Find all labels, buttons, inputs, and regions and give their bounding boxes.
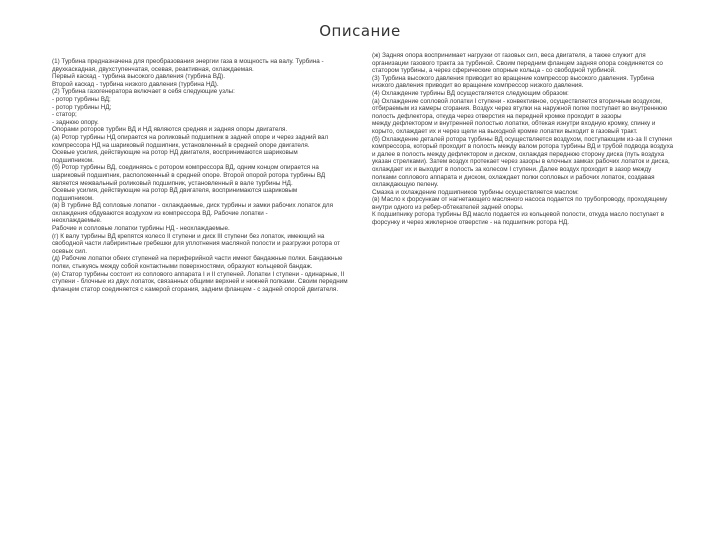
paragraph: между дефлектором и внутренней полостью лопатки, обтекая изнутри входную кромку, спинку и корыто, охлаждает их и через щели на выходной кромке лопатки выходит в газовый тракт. [372,120,656,135]
paragraph: Второй каскад - турбина низкого давления (турбина НД). [52,80,219,88]
paragraph: (б) Ротор турбины ВД, соединяясь с ротором компрессора ВД, одним концом опирается на шариковый подшипник, расположенный в средней опоре. Второй опорой ротора турбины ВД является межвальный роликовый подшипник, установленный в вале турбины НД. [52,164,326,187]
paragraph: (в) Масло к форсункам от нагнетающего масляного насоса подается по трубопроводу, проходящему внутри одного из ребер-обтекателей задней опоры. [372,196,668,211]
paragraph: (г) К валу турбины ВД крепятся колесо II ступени и диск III ступени без лопаток, имеющий на свободной части лабиринтные гребешки для уплотнения масляной полости и разгрузки ротора от осевых сил. [52,232,341,255]
paragraph: Осевые усилия, действующие на ротор НД двигателя, воспринимаются шариковым [52,149,298,157]
list-item: - статор; [52,111,77,119]
left-text-column [52,58,352,293]
right-text-column [372,52,677,227]
paragraph: (а) Охлаждение сопловой лопатки I ступени - конвективное, осуществляется вторичным воздухом, отбираемым из камеры сгорания. Воздух через втулки на наружной полке поступает во внутреннюю полость дефлектора, откуда через отверстия на передней кромке проходит в зазоры [372,97,668,120]
paragraph: подшипником. [52,194,94,202]
list-item: - заднюю опору. [52,118,99,126]
paragraph: (3) Турбина высокого давления приводит во вращение компрессор высокого давления. Турбина низкого давления приводит во вращение компрессор низкого давления. [372,74,655,90]
paragraph: Смазка и охлаждение подшипников турбины осуществляется маслом: [372,188,579,196]
paragraph: (а) Ротор турбины НД опирается на роликовый подшипник в задней опоре и через задний вал компрессора НД на шариковый подшипник, установленный в средней опоре двигателя. [52,133,329,149]
paragraph: Рабочие и сопловые лопатки турбины НД - неохлаждаемые. [52,225,230,233]
paragraph: (б) Охлаждение деталей ротора турбины ВД осуществляется воздухом, поступающим из-за II ступени компрессора, который проходит в полость между валом ротора турбины ВД и трубой подвода воздуха и далее в полость между дефлектором и диском, охлаждая переднюю сторону диска (путь воздуха указан стрелками). Затем воздух протекает через зазоры в елочных замках рабочих лопаток и диска, охлаждает их и выходит в полость за колесом I ступени. Далее воздух проходит в зазор между полками соплового аппарата и диском, охлаждает полки сопловых и рабочих лопаток, создавая охлаждающую пелену. [372,135,674,189]
paragraph: (1) Турбина предназначена для преобразования энергии газа в мощность на валу. Турбина - двухкаскадная, двухступенчатая, осевая, реактивная, охлаждаемая. [52,58,324,73]
paragraph: (е) Статор турбины состоит из соплового аппарата I и II ступеней. Лопатки I ступени - одинарные, II ступени - блочные из двух лопаток, связанных общими верхней и нижней полками. Своим передним фланцем статор соединяется с камерой сгорания, задним фланцем - с задней опорой двигателя. [52,270,348,293]
paragraph: К подшипнику ротора турбины ВД масло подается из кольцевой полости, откуда масло поступает в форсунку и через жиклерное отверстие - на подшипник ротора НД. [372,211,665,227]
paragraph: (2) Турбина газогенератора включает в себя следующие узлы: [52,88,235,96]
paragraph: (д) Рабочие лопатки обеих ступеней на периферийной части имеют бандажные полки. Бандажные полки, стыкуясь между собой контактными поверхностями, образуют кольцевой бандаж. [52,255,343,271]
paragraph: неохлаждаемые. [52,217,102,225]
page-title: Описание [319,22,401,40]
paragraph: Осевые усилия, действующие на ротор ВД двигателя, воспринимаются шариковым [52,187,298,195]
paragraph: Первый каскад - турбина высокого давления (турбина ВД). [52,73,225,81]
paragraph: (ж) Задняя опора воспринимает нагрузки от газовых сил, веса двигателя, а также служит для организации газового тракта за турбиной. Своим передним фланцем задняя опора соединяется со статором турбины, а через сферические опорные кольца - со свободной турбиной. [372,52,663,75]
paragraph: подшипником. [52,156,94,164]
paragraph: Опорами роторов турбин ВД и НД являются средняя и задняя опоры двигателя. [52,126,288,134]
paragraph: (в) В турбине ВД сопловые лопатки - охлаждаемые, диск турбины и замки рабочих лопаток для охлаждения обдуваются воздухом из компрессора ВД. Рабочие лопатки - [52,202,334,217]
list-item: - ротор турбины НД; [52,103,112,111]
list-item: - ротор турбины ВД; [52,95,111,103]
paragraph: (4) Охлаждение турбины ВД осуществляется следующим образом: [372,89,569,97]
